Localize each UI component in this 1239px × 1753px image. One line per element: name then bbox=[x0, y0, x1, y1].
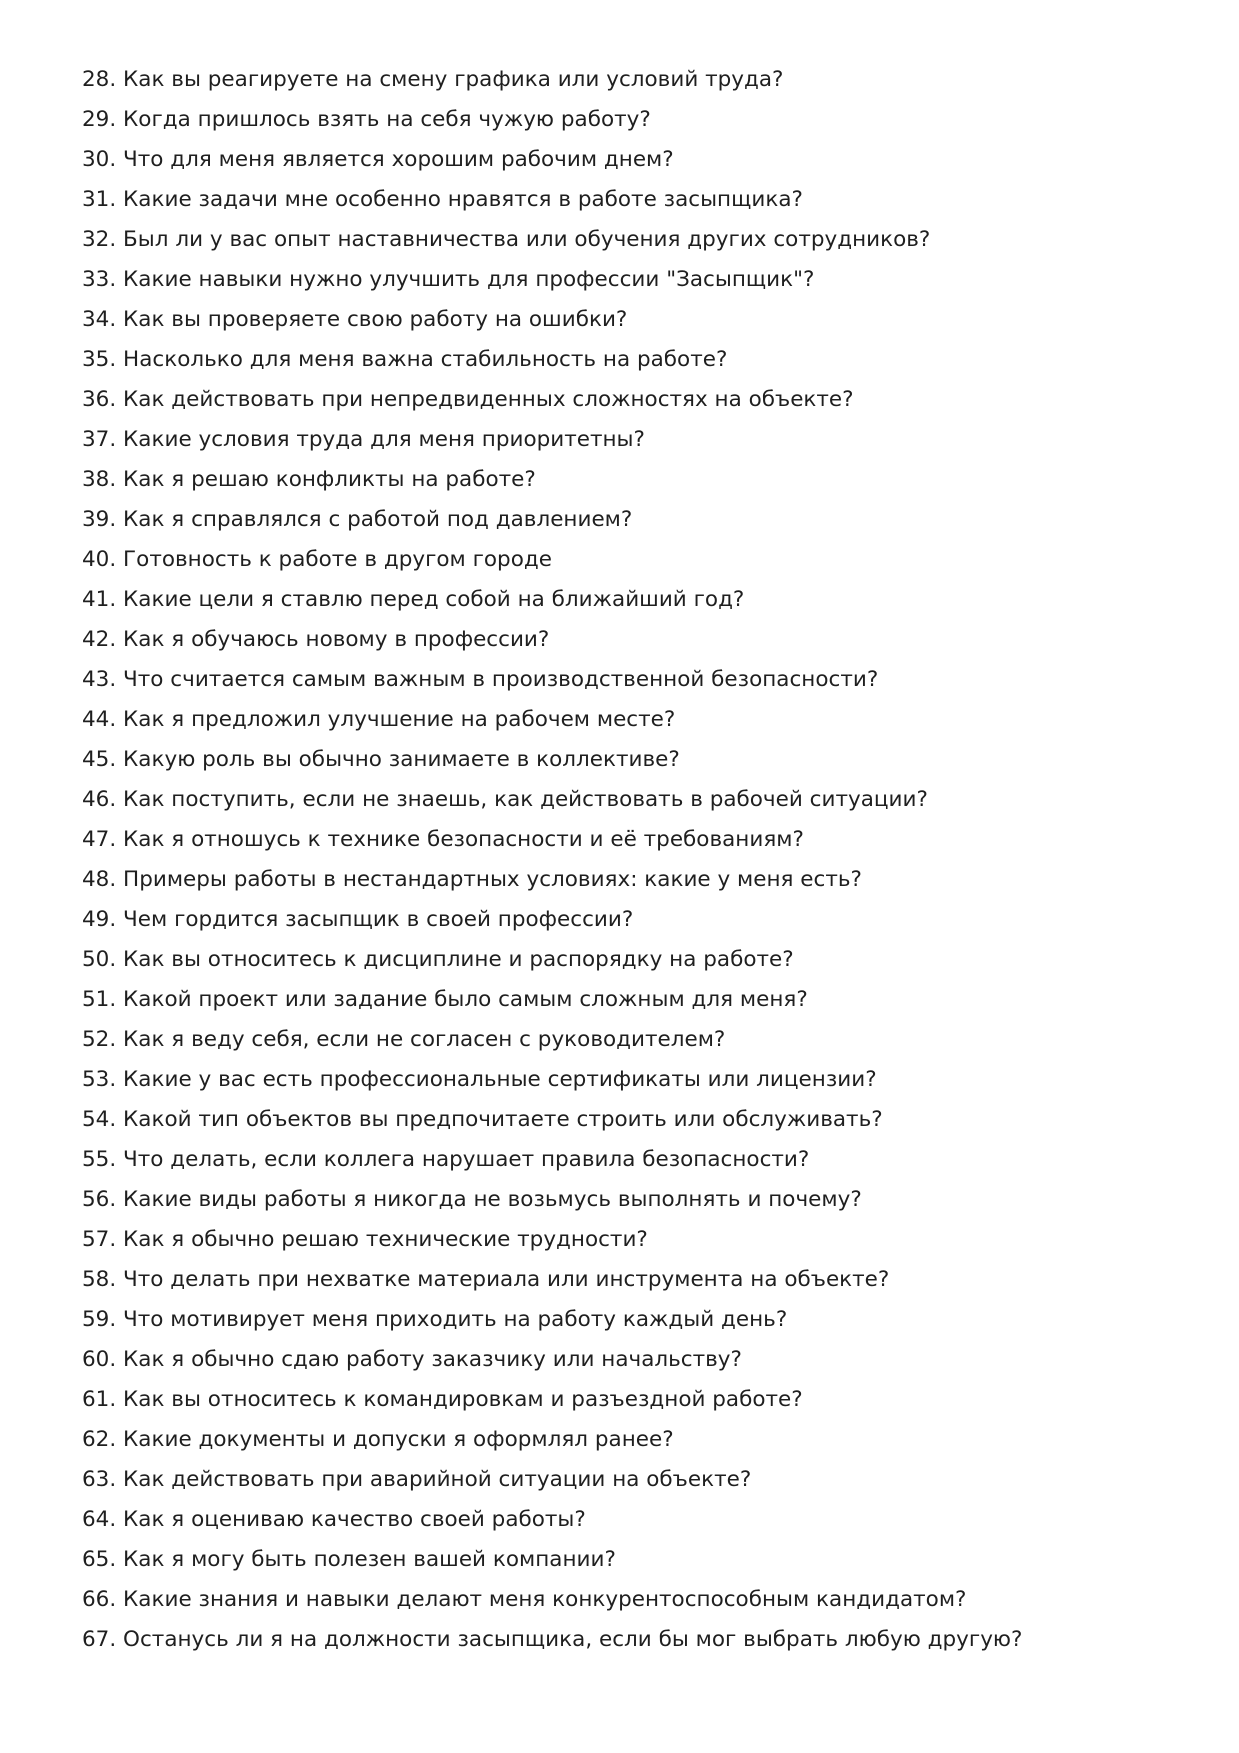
question-number: 55. bbox=[82, 1147, 117, 1172]
list-item bbox=[82, 660, 1022, 700]
question-text: Как я могу быть полезен вашей компании? bbox=[123, 1547, 616, 1572]
question-text: Как я справлялся с работой под давлением? bbox=[123, 507, 633, 532]
question-text: Что считается самым важным в производственной безопасности? bbox=[123, 667, 879, 692]
list-item bbox=[82, 820, 1022, 860]
question-number: 63. bbox=[82, 1467, 117, 1492]
list-item bbox=[82, 300, 1022, 340]
question-text: Какой проект или задание было самым сложным для меня? bbox=[123, 987, 808, 1012]
question-number: 36. bbox=[82, 387, 117, 412]
question-text: Как я обычно сдаю работу заказчику или начальству? bbox=[123, 1347, 742, 1372]
question-number: 34. bbox=[82, 307, 117, 332]
list-item bbox=[82, 780, 1022, 820]
question-text: Когда пришлось взять на себя чужую работу? bbox=[123, 107, 651, 132]
list-item bbox=[82, 1060, 1022, 1100]
question-number: 61. bbox=[82, 1387, 117, 1412]
list-item bbox=[82, 1340, 1022, 1380]
question-number: 53. bbox=[82, 1067, 117, 1092]
question-text: Как я предложил улучшение на рабочем месте? bbox=[123, 707, 676, 732]
question-number: 43. bbox=[82, 667, 117, 692]
question-number: 57. bbox=[82, 1227, 117, 1252]
question-text: Какую роль вы обычно занимаете в коллективе? bbox=[123, 747, 680, 772]
list-item bbox=[82, 460, 1022, 500]
question-number: 49. bbox=[82, 907, 117, 932]
question-text: Что мотивирует меня приходить на работу каждый день? bbox=[123, 1307, 788, 1332]
question-text: Какие у вас есть профессиональные сертификаты или лицензии? bbox=[123, 1067, 877, 1092]
question-text: Какие цели я ставлю перед собой на ближайший год? bbox=[123, 587, 745, 612]
list-item bbox=[82, 60, 1022, 100]
list-item bbox=[82, 180, 1022, 220]
question-text: Готовность к работе в другом городе bbox=[123, 547, 552, 572]
list-item bbox=[82, 1260, 1022, 1300]
question-number: 30. bbox=[82, 147, 117, 172]
list-item bbox=[82, 380, 1022, 420]
list-item bbox=[82, 1420, 1022, 1460]
list-item bbox=[82, 420, 1022, 460]
question-text: Как поступить, если не знаешь, как действовать в рабочей ситуации? bbox=[123, 787, 928, 812]
list-item bbox=[82, 500, 1022, 540]
question-number: 56. bbox=[82, 1187, 117, 1212]
question-number: 29. bbox=[82, 107, 117, 132]
question-number: 60. bbox=[82, 1347, 117, 1372]
question-number: 41. bbox=[82, 587, 117, 612]
question-number: 51. bbox=[82, 987, 117, 1012]
question-text: Был ли у вас опыт наставничества или обучения других сотрудников? bbox=[123, 227, 931, 252]
question-number: 62. bbox=[82, 1427, 117, 1452]
question-number: 65. bbox=[82, 1547, 117, 1572]
question-number: 52. bbox=[82, 1027, 117, 1052]
question-text: Какие виды работы я никогда не возьмусь выполнять и почему? bbox=[123, 1187, 862, 1212]
list-item bbox=[82, 100, 1022, 140]
question-number: 28. bbox=[82, 67, 117, 92]
question-number: 31. bbox=[82, 187, 117, 212]
list-item bbox=[82, 1620, 1022, 1660]
list-item bbox=[82, 1540, 1022, 1580]
question-text: Что делать при нехватке материала или инструмента на объекте? bbox=[123, 1267, 890, 1292]
list-item bbox=[82, 1300, 1022, 1340]
list-item bbox=[82, 1500, 1022, 1540]
question-text: Примеры работы в нестандартных условиях: какие у меня есть? bbox=[123, 867, 862, 892]
question-text: Какой тип объектов вы предпочитаете строить или обслуживать? bbox=[123, 1107, 883, 1132]
list-item bbox=[82, 340, 1022, 380]
question-number: 58. bbox=[82, 1267, 117, 1292]
question-text: Как вы относитесь к дисциплине и распорядку на работе? bbox=[123, 947, 794, 972]
question-text: Останусь ли я на должности засыпщика, если бы мог выбрать любую другую? bbox=[123, 1627, 1023, 1652]
question-number: 32. bbox=[82, 227, 117, 252]
question-text: Как я веду себя, если не согласен с руководителем? bbox=[123, 1027, 726, 1052]
question-text: Как вы реагируете на смену графика или условий труда? bbox=[123, 67, 784, 92]
question-text: Насколько для меня важна стабильность на работе? bbox=[123, 347, 728, 372]
list-item bbox=[82, 1180, 1022, 1220]
list-item bbox=[82, 260, 1022, 300]
list-item bbox=[82, 220, 1022, 260]
list-item bbox=[82, 1460, 1022, 1500]
question-number: 44. bbox=[82, 707, 117, 732]
question-text: Какие навыки нужно улучшить для профессии "Засыпщик"? bbox=[123, 267, 815, 292]
list-item bbox=[82, 980, 1022, 1020]
question-text: Какие документы и допуски я оформлял ранее? bbox=[123, 1427, 674, 1452]
question-number: 37. bbox=[82, 427, 117, 452]
question-text: Как вы относитесь к командировкам и разъездной работе? bbox=[123, 1387, 803, 1412]
list-item bbox=[82, 740, 1022, 780]
question-number: 40. bbox=[82, 547, 117, 572]
list-item bbox=[82, 540, 1022, 580]
question-text: Как я обычно решаю технические трудности? bbox=[123, 1227, 648, 1252]
question-text: Как я решаю конфликты на работе? bbox=[123, 467, 536, 492]
list-item bbox=[82, 1020, 1022, 1060]
question-number: 45. bbox=[82, 747, 117, 772]
question-text: Как я обучаюсь новому в профессии? bbox=[123, 627, 550, 652]
question-number: 54. bbox=[82, 1107, 117, 1132]
question-number: 59. bbox=[82, 1307, 117, 1332]
question-text: Как я отношусь к технике безопасности и её требованиям? bbox=[123, 827, 804, 852]
list-item bbox=[82, 620, 1022, 660]
list-item bbox=[82, 1380, 1022, 1420]
question-number: 42. bbox=[82, 627, 117, 652]
question-text: Как действовать при непредвиденных сложностях на объекте? bbox=[123, 387, 854, 412]
question-number: 67. bbox=[82, 1627, 117, 1652]
list-item bbox=[82, 140, 1022, 180]
question-text: Какие условия труда для меня приоритетны? bbox=[123, 427, 645, 452]
question-list bbox=[82, 60, 1022, 1660]
question-text: Что для меня является хорошим рабочим днем? bbox=[123, 147, 674, 172]
list-item bbox=[82, 860, 1022, 900]
list-item bbox=[82, 700, 1022, 740]
question-number: 33. bbox=[82, 267, 117, 292]
list-item bbox=[82, 1140, 1022, 1180]
question-number: 38. bbox=[82, 467, 117, 492]
question-text: Чем гордится засыпщик в своей профессии? bbox=[123, 907, 634, 932]
list-item bbox=[82, 940, 1022, 980]
list-item bbox=[82, 580, 1022, 620]
list-item bbox=[82, 1220, 1022, 1260]
question-text: Какие задачи мне особенно нравятся в работе засыпщика? bbox=[123, 187, 803, 212]
question-number: 46. bbox=[82, 787, 117, 812]
list-item bbox=[82, 1580, 1022, 1620]
question-number: 39. bbox=[82, 507, 117, 532]
question-number: 50. bbox=[82, 947, 117, 972]
question-text: Как действовать при аварийной ситуации на объекте? bbox=[123, 1467, 752, 1492]
list-item bbox=[82, 900, 1022, 940]
question-number: 48. bbox=[82, 867, 117, 892]
question-number: 66. bbox=[82, 1587, 117, 1612]
question-text: Что делать, если коллега нарушает правила безопасности? bbox=[123, 1147, 810, 1172]
question-number: 64. bbox=[82, 1507, 117, 1532]
question-number: 47. bbox=[82, 827, 117, 852]
list-item bbox=[82, 1100, 1022, 1140]
question-text: Какие знания и навыки делают меня конкурентоспособным кандидатом? bbox=[123, 1587, 967, 1612]
question-text: Как я оцениваю качество своей работы? bbox=[123, 1507, 586, 1532]
question-text: Как вы проверяете свою работу на ошибки? bbox=[123, 307, 628, 332]
question-number: 35. bbox=[82, 347, 117, 372]
